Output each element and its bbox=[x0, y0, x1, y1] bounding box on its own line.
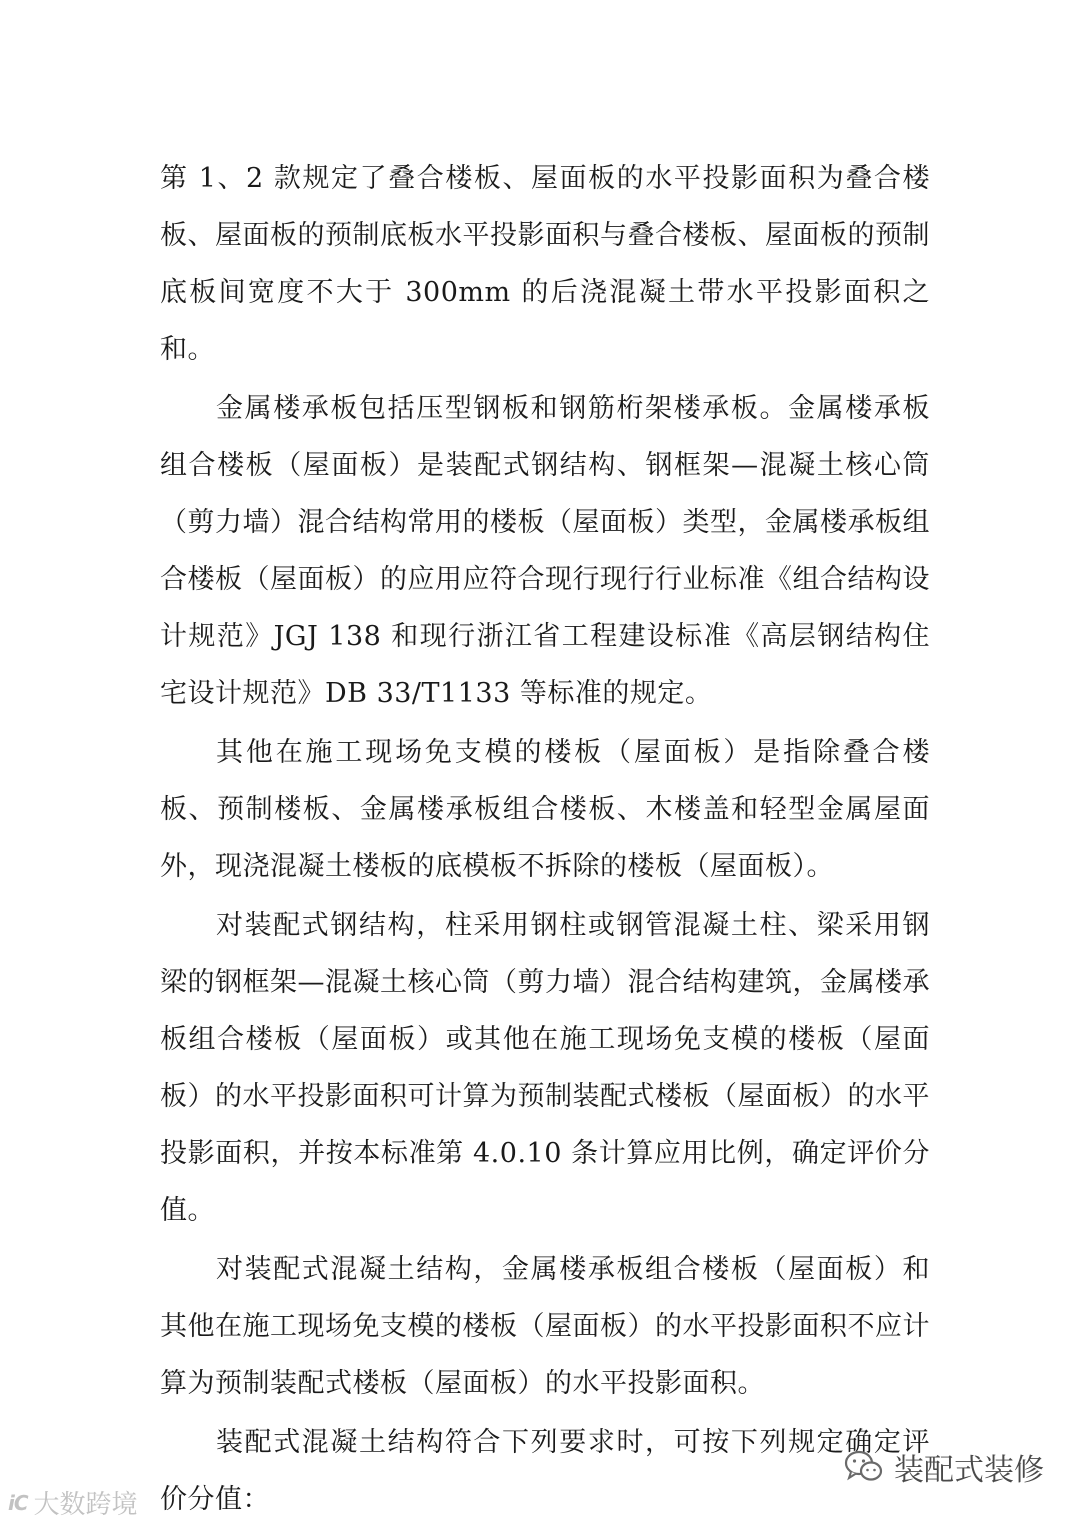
source-watermark bbox=[8, 1484, 138, 1521]
paragraph: 金属楼承板包括压型钢板和钢筋桁架楼承板。金属楼承板组合楼板（屋面板）是装配式钢结构、钢框架—混凝土核心筒（剪力墙）混合结构常用的楼板（屋面板）类型，金属楼承板组合楼板（屋面板）的应用应符合现行现行行业标准《组合结构设计规范》JGJ 138 和现行浙江省工程建设标准《高层钢结构住宅设计规范》DB 33/T1133 等标准的规定。 bbox=[160, 393, 930, 709]
document-body bbox=[160, 150, 930, 1530]
account-watermark bbox=[844, 1445, 1044, 1489]
account-name: 装配式装修 bbox=[894, 1453, 1044, 1488]
paragraph: 对装配式混凝土结构，金属楼承板组合楼板（屋面板）和其他在施工现场免支模的楼板（屋面板）的水平投影面积不应计算为预制装配式楼板（屋面板）的水平投影面积。 bbox=[160, 1254, 930, 1399]
wechat-icon bbox=[844, 1450, 884, 1484]
watermark-logo: iC bbox=[8, 1490, 28, 1515]
watermark-text: 大数跨境 bbox=[33, 1490, 138, 1520]
paragraph: 对装配式钢结构，柱采用钢柱或钢管混凝土柱、梁采用钢梁的钢框架—混凝土核心筒（剪力墙）混合结构建筑，金属楼承板组合楼板（屋面板）或其他在施工现场免支模的楼板（屋面板）的水平投影面积可计算为预制装配式楼板（屋面板）的水平投影面积，并按本标准第 4.0.10 条计算应用比例，确定评价分值。 bbox=[160, 910, 930, 1226]
paragraph: 其他在施工现场免支模的楼板（屋面板）是指除叠合楼板、预制楼板、金属楼承板组合楼板、木楼盖和轻型金属屋面外，现浇混凝土楼板的底模板不拆除的楼板（屋面板）。 bbox=[160, 737, 930, 882]
paragraph: 第 1、2 款规定了叠合楼板、屋面板的水平投影面积为叠合楼板、屋面板的预制底板水平投影面积与叠合楼板、屋面板的预制底板间宽度不大于 300mm 的后浇混凝土带水平投影面积之和。 bbox=[160, 163, 930, 365]
paragraph: 装配式混凝土结构符合下列要求时，可按下列规定确定评价分值： bbox=[160, 1427, 930, 1515]
